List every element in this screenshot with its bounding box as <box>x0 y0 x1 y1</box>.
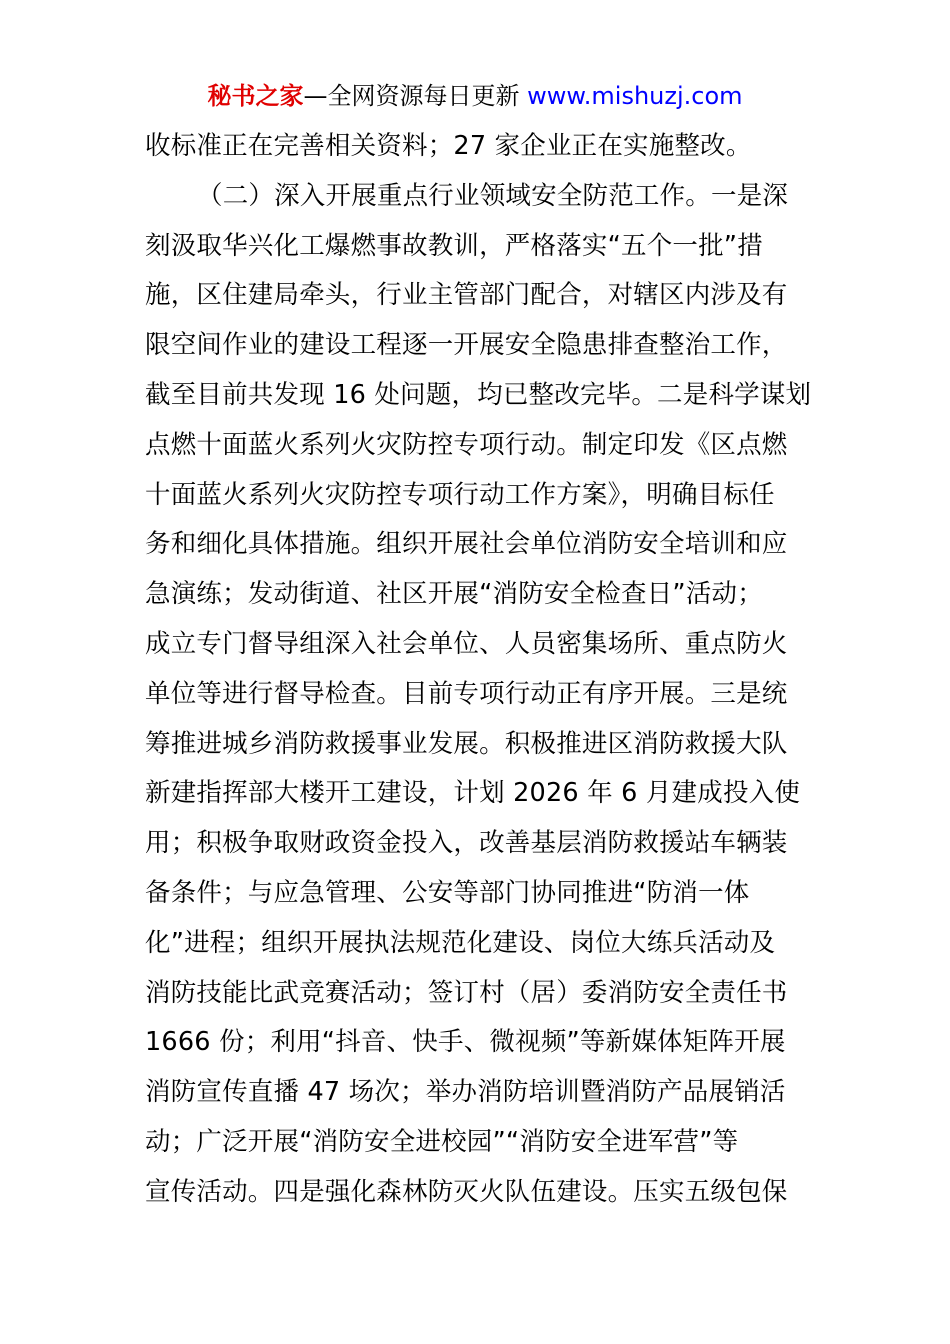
text-line: 急演练；发动街道、社区开展“消防安全检查日”活动； <box>145 579 763 610</box>
text-line: 用；积极争取财政资金投入，改善基层消防救援站车辆装 <box>145 828 788 859</box>
text-line: 成立专门督导组深入社会单位、人员密集场所、重点防火 <box>145 628 788 659</box>
site-url-link[interactable]: www.mishuzj.com <box>527 82 743 110</box>
text-line: 1666 份；利用“抖音、快手、微视频”等新媒体矩阵开展 <box>145 1027 786 1058</box>
text-line: 收标准正在完善相关资料；27 家企业正在实施整改。 <box>145 131 752 161</box>
site-header <box>0 80 950 112</box>
text-line: 动；广泛开展“消防安全进校园”“消防安全进军营”等 <box>145 1126 739 1157</box>
text-line: 截至目前共发现 16 处问题，均已整改完毕。二是科学谋划 <box>145 379 812 410</box>
text-line: 限空间作业的建设工程逐一开展安全隐患排查整治工作， <box>145 330 788 361</box>
text-line: 宣传活动。四是强化森林防灭火队伍建设。压实五级包保 <box>145 1176 788 1207</box>
text-line: 化”进程；组织开展执法规范化建设、岗位大练兵活动及 <box>145 927 776 958</box>
site-brand: 秘书之家 <box>207 82 304 110</box>
text-line: （二）深入开展重点行业领域安全防范工作。一是深 <box>197 180 789 211</box>
document-body <box>145 122 810 1218</box>
text-line: 消防技能比武竞赛活动；签订村（居）委消防安全责任书 <box>145 977 788 1008</box>
text-line: 务和细化具体措施。组织开展社会单位消防安全培训和应 <box>145 529 788 560</box>
text-line: 单位等进行督导检查。目前专项行动正有序开展。三是统 <box>145 678 788 709</box>
text-line: 消防宣传直播 47 场次；举办消防培训暨消防产品展销活 <box>145 1077 786 1108</box>
text-line: 点燃十面蓝火系列火灾防控专项行动。制定印发《区点燃 <box>145 429 788 460</box>
text-line: 刻汲取华兴化工爆燃事故教训，严格落实“五个一批”措 <box>145 230 763 261</box>
text-line: 十面蓝火系列火灾防控专项行动工作方案》，明确目标任 <box>145 479 775 510</box>
text-line: 施，区住建局牵头，行业主管部门配合，对辖区内涉及有 <box>145 280 788 311</box>
text-line: 筹推进城乡消防救援事业发展。积极推进区消防救援大队 <box>145 728 788 759</box>
text-line: 新建指挥部大楼开工建设，计划 2026 年 6 月建成投入使 <box>145 778 801 809</box>
site-tagline: —全网资源每日更新 <box>303 82 528 110</box>
text-line: 备条件；与应急管理、公安等部门协同推进“防消一体 <box>145 877 750 908</box>
